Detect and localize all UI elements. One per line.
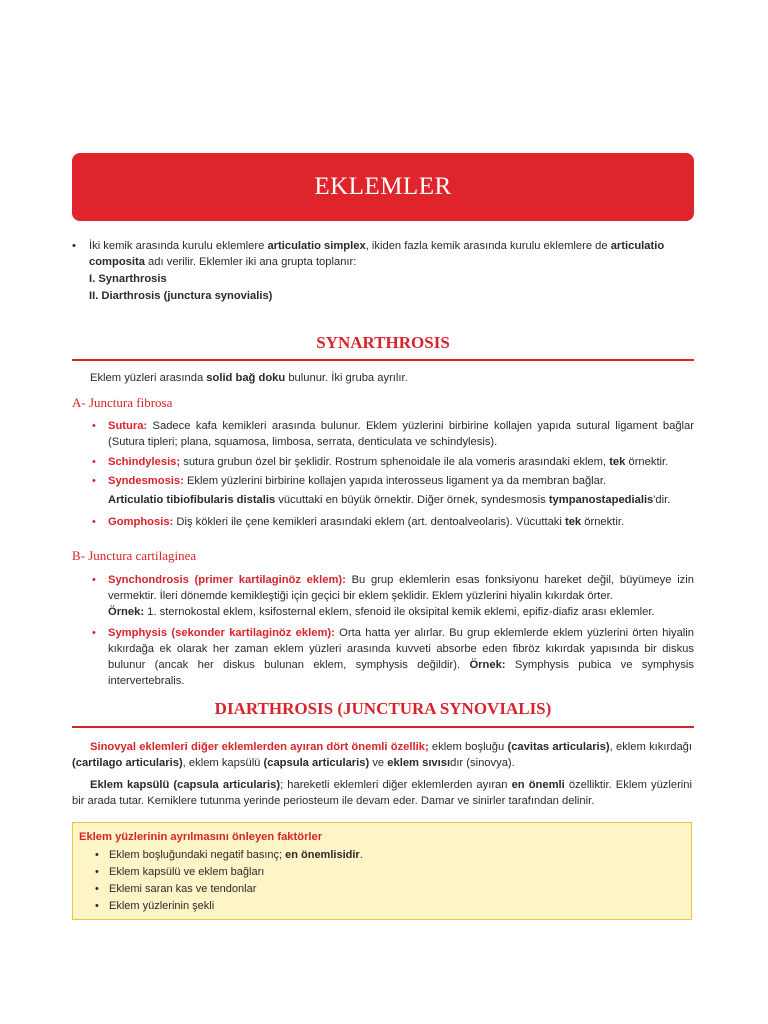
text: örnektir. xyxy=(581,516,625,528)
factors-heading: Eklem yüzlerinin ayrılmasını önleyen faktörler xyxy=(79,831,323,843)
text: bulunur. İki gruba ayrılır. xyxy=(285,372,408,384)
bullet-icon: • xyxy=(95,866,99,878)
text: ; hareketli eklemleri diğer eklemlerden ayıran xyxy=(280,779,512,791)
term: Symphysis (sekonder kartilaginöz eklem): xyxy=(108,627,335,639)
bullet-icon: • xyxy=(95,900,99,912)
bullet-icon: • xyxy=(72,240,76,252)
bullet-icon: • xyxy=(92,475,96,487)
list-item-synchondrosis xyxy=(92,572,694,620)
syndesmosis-example xyxy=(108,492,694,508)
group-item-2: II. Diarthrosis (junctura synovialis) xyxy=(89,290,273,302)
intro-paragraph xyxy=(72,238,694,270)
term: en önemlisidir xyxy=(285,849,360,861)
term: tympanostapedialis xyxy=(548,494,654,506)
text: Diş kökleri ile çene kemikleri arasındaki eklem (art. dentoalveolaris). Vücuttaki xyxy=(173,516,565,528)
text: sutura grubun özel bir şeklidir. Rostrum sphenoidale ile ala vomeris arasındaki eklem, xyxy=(180,456,610,468)
page-title: EKLEMLER xyxy=(314,173,452,200)
text: Eklem yüzlerini birbirine kollajen yapıda interosseus ligament ya da membran bağlar. xyxy=(183,475,607,487)
term: tek xyxy=(564,516,582,528)
intro-text: , ikiden fazla kemik arasında kurulu eklemlere de xyxy=(365,240,611,252)
term: Articulatio tibiofibularis distalis xyxy=(108,494,276,506)
list-item-syndesmosis xyxy=(92,473,694,508)
bullet-icon: • xyxy=(92,574,96,586)
subheading-fibrosa: A- Junctura fibrosa xyxy=(72,395,173,410)
factors-list xyxy=(79,847,685,915)
bullet-icon: • xyxy=(92,627,96,639)
text: Sadece kafa kemikleri arasında bulunur. Eklem yüzlerini birbirine kollajen yapıda sutural ligament bağlar (Sutura tipleri; plana, squamosa, limbosa, serrata, denticulata ve schindylesis). xyxy=(108,420,694,448)
text: Symphysis pubica ve symphysis intervertebralis. xyxy=(108,659,694,687)
list-item xyxy=(95,881,685,898)
text: Eklem yüzlerinin şekli xyxy=(109,900,215,912)
text: Eklem boşluğundaki negatif basınç; xyxy=(109,849,286,861)
term: Synchondrosis (primer kartilaginöz eklem): xyxy=(108,574,346,586)
term: en önemli xyxy=(511,779,565,791)
text: vücuttaki en büyük örnektir. Diğer örnek, syndesmosis xyxy=(275,494,549,506)
list-item-schindylesis xyxy=(92,454,694,470)
intro-term: articulatio simplex xyxy=(267,240,366,252)
term: Gomphosis: xyxy=(108,516,174,528)
intro-text: İki kemik arasında kurulu eklemlere xyxy=(89,240,268,252)
section-divider xyxy=(72,359,694,361)
bullet-icon: • xyxy=(92,456,96,468)
list-item-symphysis xyxy=(92,625,694,689)
bullet-icon: • xyxy=(95,849,99,861)
intro-term: articulatio xyxy=(610,240,665,252)
term: (cavitas articularis) xyxy=(507,741,610,753)
bullet-icon: • xyxy=(92,420,96,432)
text: 1. sternokostal eklem, ksifosternal eklem, sfenoid ile oksipital kemik eklemi, epifiz-diafiz arası eklemler. xyxy=(144,606,655,618)
section-title-synarthrosis: SYNARTHROSIS xyxy=(316,333,450,352)
text: , eklem kapsülü xyxy=(182,757,264,769)
text: Eklem yüzleri arasında xyxy=(90,372,207,384)
intro-text: adı verilir. Eklemler iki ana grupta toplanır: xyxy=(144,256,357,268)
factors-box xyxy=(72,822,692,920)
text: Eklemi saran kas ve tendonlar xyxy=(109,883,257,895)
text: . xyxy=(359,849,363,861)
group-item-1: I. Synarthrosis xyxy=(89,273,167,285)
term: tek xyxy=(609,456,626,468)
bullet-icon: • xyxy=(92,516,96,528)
term: eklem sıvısı xyxy=(387,757,451,769)
text: Eklem kapsülü ve eklem bağları xyxy=(109,866,265,878)
term: Sutura: xyxy=(108,420,148,432)
term: (capsula articularis) xyxy=(263,757,370,769)
section-divider xyxy=(72,726,694,728)
subheading-cartilaginea: B- Junctura cartilaginea xyxy=(72,548,197,563)
list-item xyxy=(95,898,685,915)
term: Syndesmosis: xyxy=(108,475,184,487)
text: eklem boşluğu xyxy=(428,741,508,753)
intro-term: composita xyxy=(89,256,145,268)
term: (cartilago articularis) xyxy=(72,757,183,769)
text: ve xyxy=(369,757,388,769)
term: Eklem kapsülü (capsula articularis) xyxy=(90,779,281,791)
text: dır (sinovya). xyxy=(450,757,515,769)
diarthrosis-paragraph-2 xyxy=(72,777,692,809)
term: solid bağ doku xyxy=(206,372,286,384)
term: Sinovyal eklemleri diğer eklemlerden ayıran dört önemli özellik; xyxy=(90,741,429,753)
text: , eklem kıkırdağı xyxy=(609,741,692,753)
list-item xyxy=(95,847,685,864)
text: örnektir. xyxy=(625,456,669,468)
text: özelliktir. Eklem yüzlerini bir arada tutar. Kemiklere tutunma yerinde periosteum ile devam eder. Damar ve sinirler tarafından delinir. xyxy=(72,779,693,807)
intro-section xyxy=(72,238,694,304)
text: Orta hatta yer alırlar. Bu grup eklemlerde eklem yüzlerini örten hiyalin kıkırdağa ek olarak her zaman eklem yüzleri arasında kuvveti absorbe eden fibröz kıkırdak yapısında bir diskus bulunur (ancak her diskus bulunan eklem, symphysis değildir). xyxy=(108,627,694,671)
bullet-icon: • xyxy=(95,883,99,895)
list-item xyxy=(95,864,685,881)
text: 'dir. xyxy=(653,494,671,506)
synarthrosis-intro xyxy=(90,370,690,386)
term: Örnek: xyxy=(108,606,145,618)
term: Örnek: xyxy=(469,659,506,671)
diarthrosis-paragraph-1 xyxy=(72,739,692,771)
section-title-diarthrosis: DIARTHROSIS (JUNCTURA SYNOVIALIS) xyxy=(214,699,552,718)
title-banner xyxy=(72,153,694,221)
list-item-gomphosis xyxy=(92,514,694,530)
term: Schindylesis; xyxy=(108,456,181,468)
text: Bu grup eklemlerin esas fonksiyonu hareket değil, büyümeye izin vermektir. İleri dönemde kemikleştiği için geçici bir eklem şeklidir. Eklem yüzlerini hiyalin kıkırdak örter. xyxy=(108,574,694,602)
list-item-sutura xyxy=(92,418,694,450)
